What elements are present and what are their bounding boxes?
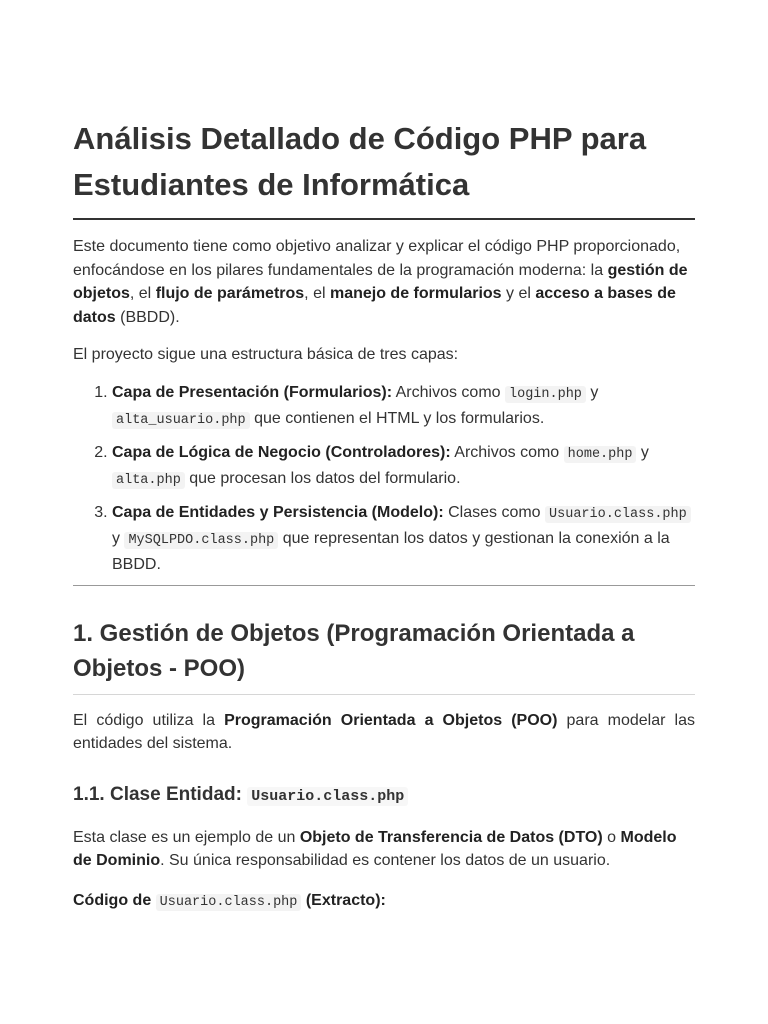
- paragraph-text: o: [602, 828, 621, 846]
- bold-dto: Objeto de Transferencia de Datos (DTO): [299, 828, 603, 846]
- code-label-text: Código de: [73, 891, 156, 909]
- bold-modelo-dominio: Modelo de Dominio: [73, 828, 677, 869]
- intro-bold-objects: gestión de objetos: [73, 261, 688, 302]
- code-mysqlpdo-class-php: MySQLPDO.class.php: [124, 532, 278, 549]
- layer-text: Archivos como: [392, 383, 505, 401]
- code-alta-php: alta.php: [112, 472, 185, 489]
- layer-title: Capa de Entidades y Persistencia (Modelo):: [112, 503, 444, 521]
- list-item-presentation: [112, 381, 695, 433]
- structure-intro: El proyecto sigue una estructura básica de tres capas:: [73, 346, 459, 363]
- paragraph-text: para modelar las entidades del sistema.: [73, 711, 695, 752]
- intro-text: , el: [304, 285, 330, 302]
- intro-paragraph: [73, 235, 695, 329]
- layer-text: Clases como: [443, 503, 546, 521]
- intro-text: Este documento tiene como objetivo analizar y explicar el código PHP proporcionado, enfocándose en los pilares fundamentales de la programación moderna: la: [73, 238, 681, 279]
- layer-title: Capa de Presentación (Formularios):: [112, 383, 393, 401]
- code-label-text: (Extracto):: [301, 891, 386, 909]
- list-item-logic: [112, 441, 695, 493]
- section-1-heading: 1. Gestión de Objetos (Programación Orientada a Objetos - POO): [73, 616, 695, 695]
- heading-text: 1.1. Clase Entidad:: [73, 783, 248, 805]
- layer-text: y: [585, 383, 599, 401]
- layer-title: Capa de Lógica de Negocio (Controladores):: [112, 443, 451, 461]
- list-item-model: [112, 501, 695, 577]
- intro-text: y el: [501, 285, 536, 302]
- layers-list: [73, 381, 695, 577]
- layer-text: que representan los datos y gestionan la conexión a la BBDD.: [112, 529, 670, 573]
- bold-poo: Programación Orientada a Objetos (POO): [224, 711, 558, 729]
- paragraph-text: El código utiliza la: [73, 711, 225, 729]
- heading-code: Usuario.class.php: [247, 787, 408, 806]
- intro-bold-forms: manejo de formularios: [329, 285, 502, 302]
- intro-text: (BBDD).: [115, 308, 180, 326]
- section-divider: [73, 585, 695, 586]
- layer-text: que procesan los datos del formulario.: [184, 469, 461, 487]
- code-login-php: login.php: [505, 386, 586, 403]
- section-1-1-paragraph: [73, 826, 695, 873]
- document-page: [73, 0, 695, 914]
- document-title: Análisis Detallado de Código PHP para Estudiantes de Informática: [73, 116, 695, 220]
- layer-text: y: [636, 443, 649, 461]
- section-1-paragraph: [73, 709, 695, 756]
- intro-bold-db: acceso a bases de datos: [73, 285, 676, 326]
- layer-text: que contienen el HTML y los formularios.: [249, 409, 545, 427]
- code-alta-usuario-php: alta_usuario.php: [112, 412, 250, 429]
- code-label-filename: Usuario.class.php: [156, 894, 302, 911]
- paragraph-text: Esta clase es un ejemplo de un: [73, 828, 300, 846]
- intro-bold-params: flujo de parámetros: [155, 285, 305, 302]
- intro-text: , el: [129, 285, 156, 302]
- section-1-1-heading: [73, 782, 695, 810]
- layer-text: Archivos como: [450, 443, 564, 461]
- layer-text: y: [112, 529, 125, 547]
- code-home-php: home.php: [564, 446, 637, 463]
- code-label: [73, 889, 695, 915]
- code-usuario-class-php: Usuario.class.php: [545, 506, 691, 523]
- paragraph-text: . Su única responsabilidad es contener los datos de un usuario.: [160, 852, 611, 869]
